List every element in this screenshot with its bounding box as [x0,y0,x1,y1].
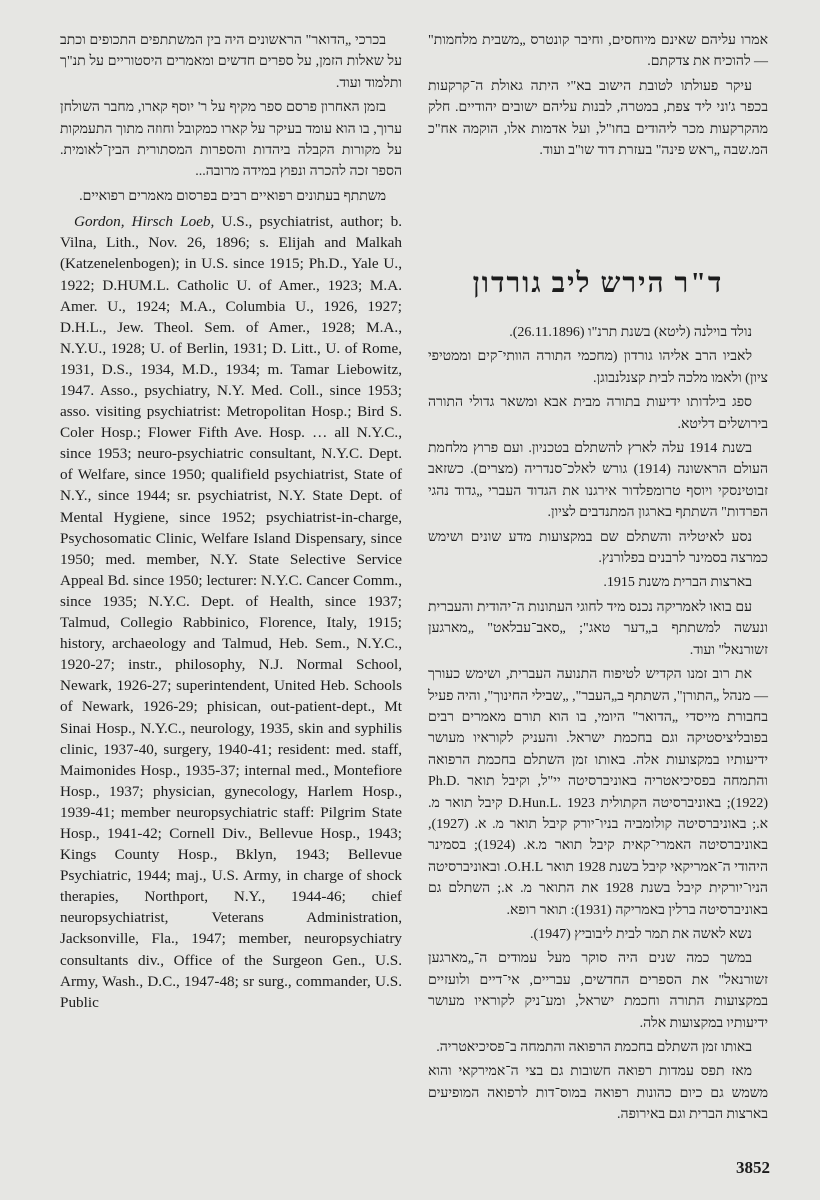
bio-paragraph-10: במשך כמה שנים היה סוקר מעל עמודים ה־„מארגען זשורנאל" את הספרים החדשים, עבריים, אי־דיים ולועזיים במקצועות התורה וחכמת ישראל, ומע־ניק לקוראיו מעושר ידיעותיו במקצועות אלה. [428,951,768,1031]
right-top-paragraph-2: עיקר פעולתו לטובת הישוב בא"י היתה גאולת ה־קרקעות בכפר ג'וני ליד צפת, במטרה, לבנות עליהם ישובים יהודיים. חלק מהקרקעות מכר ליהודים בחו"ל, ועל אדמות אלו, הוקמה אח"כ המ.שבה „ראש פינה" בעזרת דוד שו"ב ועוד. [428,78,768,159]
bio-paragraph-4: בשנת 1914 עלה לארץ להשתלם בטכניון. ועם פרוץ מלחמת העולם הראשונה (1914) גורש לאלכ־סנדריה (מצרים). כשזאב זבוטינסקי ויוסף טרומפלדור אירגנו את הגדוד העברי „גדוד נהגי הפרדות" השתתף בארגון המתנדבים לציון. [428,441,768,521]
english-biography-text: U.S., psychiatrist, author; b. Vilna, Lith., Nov. 26, 1896; s. Elijah and Malkah (Katzenelenbogen); in U.S. since 1915; Ph.D., Yale U., 1922; D.HUM.L. Catholic U. of Amer., 1923; M.A. Amer. U., 1924; M.A., Columbia U., 1926, 1927; D.H.L., Jew. Theol. Sem. of Amer., 1928; M.A., N.Y.U., 1928; U. of Berlin, 1931; D. Litt., U. of Rome, 1931, D.S., 1934, M.D., 1934; m. Tamar Liebowitz, 1947. Asso., psychiatry, N.Y. Med. Coll., since 1953; asso. visiting psychiatrist: Metropolitan Hosp.; Bird S. Coler Hosp.; Flower Fifth Ave. Hosp. … all N.Y.C., since 1953; neuro-psychiatric consultant, N.Y.C. Dept. of Welfare, since 1950; qualifield psychiatrist, State of N.Y., since 1944; sr. psychiatrist, N.Y. State Dept. of Mental Hygiene, since 1952; psychiatrist-in-charge, Psychosomatic Clinic, Welfare Island Dispensary, since 1950; med. member, N.Y. State Selective Service Appeal Bd. since 1950; lecturer: N.Y.C. Cancer Comm., since 1935; N.Y.C. Dept. of Health, since 1937; Talmud, Collegio Rabbinico, Florence, Italy, 1915; history, archaeology and Talmud, Heb. Sem., N.Y.C., 1920-27; instr., philosophy, N.J. Normal School, Newark, 1926-27; superintendent, United Heb. Schools of Newark, 1926-29; phisican, out-patient-dept., Mt Sinai Hosp., N.Y.C., neurology, 1935, skin and syphilis clinic, 1937-40, surgery, 1940-41; resident: med. staff, Maimonides Hosp., 1935-37; internal med., Montefiore Hosp., 1937; physician, gynecology, Harlem Hosp., 1939-41; member neuropsychiatric staff: Pilgrim State Hosp., 1941-42; Cornell Div., Bellevue Hosp., 1943; Kings County Hosp., Bklyn, 1943; Bellevue Psychiatric, 1944; maj., U.S. Army, in charge of shock therapies, Northport, N.Y., 1944-46; chief neuropsychiatrist, Veterans Administration, Jacksonville, Fla., 1947; member, neuropsychiatry consultants div., Office of the Surgeon Gen., U.S. Army, Wash., D.C., 1947-48; sr surg., commander, U.S. Public [60,213,402,1011]
left-hebrew-paragraph-2: בזמן האחרון פרסם ספר מקיף על ר' יוסף קארו, מחבר השולחן ערוך, בו הוא עומד בעיקר על קארו כמקובל וחוזה מתוך התעמקות על מקורות הקבלה ביהדות והספרות המסתורית הבין־לאומית. הספר זכה להכרה ונפוץ במידה מרובה... [60,100,402,180]
bio-paragraph-5: נסע לאיטליה והשתלם שם במקצועות מדע שונים ושימש כמרצה בסמינר לרבנים בפלורנץ. [428,529,768,567]
bio-paragraph-6: בארצות הברית משנת 1915. [603,575,752,591]
english-biography [60,211,402,1013]
left-column [60,30,402,1013]
left-hebrew-section [60,30,402,207]
biography-heading: ד"ר הירש ליב גורדון [472,268,724,299]
right-top-paragraph-1: אמרו עליהם שאינם מיוחסים, וחיבר קונטרס „משבית מלחמות" — להוכיח את צדקתם. [428,33,768,70]
right-bio-section [428,322,768,1129]
bio-paragraph-3: ספג בילדותו ידיעות בתורה מבית אבא ומשאר גדולי התורה בירושלים דליטא. [428,395,768,432]
right-top-section [428,30,768,164]
bio-paragraph-1: נולד בוילנה (ליטא) בשנת תרנ"ו (26.11.1896). [509,325,752,340]
left-hebrew-paragraph-1: בכרכי „הדואר" הראשונים היה בין המשתתפים התכופים וכתב על שאלות הזמן, על ספרים חדשים ומאמרים היסטוריים על תנ"ך ותלמוד ועוד. [60,33,402,91]
left-hebrew-paragraph-3: משתתף בעתונים רפואיים רבים בפרסום מאמרים רפואיים. [79,188,386,204]
bio-paragraph-11: באותו זמן השתלם בחכמת הרפואה והתמחה ב־פסיכיאטריה. [436,1040,752,1055]
bio-paragraph-7: עם בואו לאמריקה נכנס מיד לחוגי העתונות ה־יהודית והעברית ונעשה למשתתף ב„דער טאג"; „סאב־עבלאט" „מארגען זשורנאל" ועוד. [428,599,768,658]
bio-paragraph-12: מאז תפס עמדות רפואה חשובות גם בצי ה־אמירקאי והוא משמש גם כיום כהונות רפואה במוס־דות לרפואה המופיעים בארצות הברית וגם באירופה. [428,1064,768,1123]
bio-paragraph-9: נשא לאשה את תמר לבית ליבוביץ (1947). [529,926,752,942]
page-number: 3852 [736,1158,770,1177]
bio-paragraph-8: את רוב זמנו הקדיש לטיפוח התנועה העברית, ושימש כעורך — מנהל „התורן", השתתף ב„העבר", „שבילי החינוך", והיה פעיל בחבורת מייסדי „הדואר" היומי, בו הוא תורם מאמרים רבים בפובליציסטיקה וגם בחכמת ישראל. והעניק לקוראיו מעושר ידיעותיו במקצועות אלה. באותו זמן השתלם בחכמת הרפואה והתמחה בפסיכיאטריה באוניברסיטה יי"ל, וקיבל תואר Ph.D. (1922); באוניברסיטה הקתולית D.Hun.L. 1923 קיבל תואר מ. א.; באוניברסיטה קולומביה בניו־יורק קיבל תואר מ. א. (1927), באוניברסיטה האמרי־קאית קיבל תואר מ.א. (1924); בסמינר היהודי ה־אמריקאי קיבל בשנת 1928 תואר O.H.L. ובאוניברסיטה הניו־יורקית קיבל בשנת 1928 את התואר מ. א.; השתלם גם באוניברסיטה ברלין באמריקה (1931): תואר רופא. [428,667,769,918]
bio-paragraph-2: לאביו הרב אליהו גורדון (מחכמי התורה הוותי־קים וממטיפי ציון) ולאמו מלכה לבית קצנלנבוגן. [428,349,768,386]
english-biography-name: Gordon, Hirsch Loeb, [74,213,215,231]
